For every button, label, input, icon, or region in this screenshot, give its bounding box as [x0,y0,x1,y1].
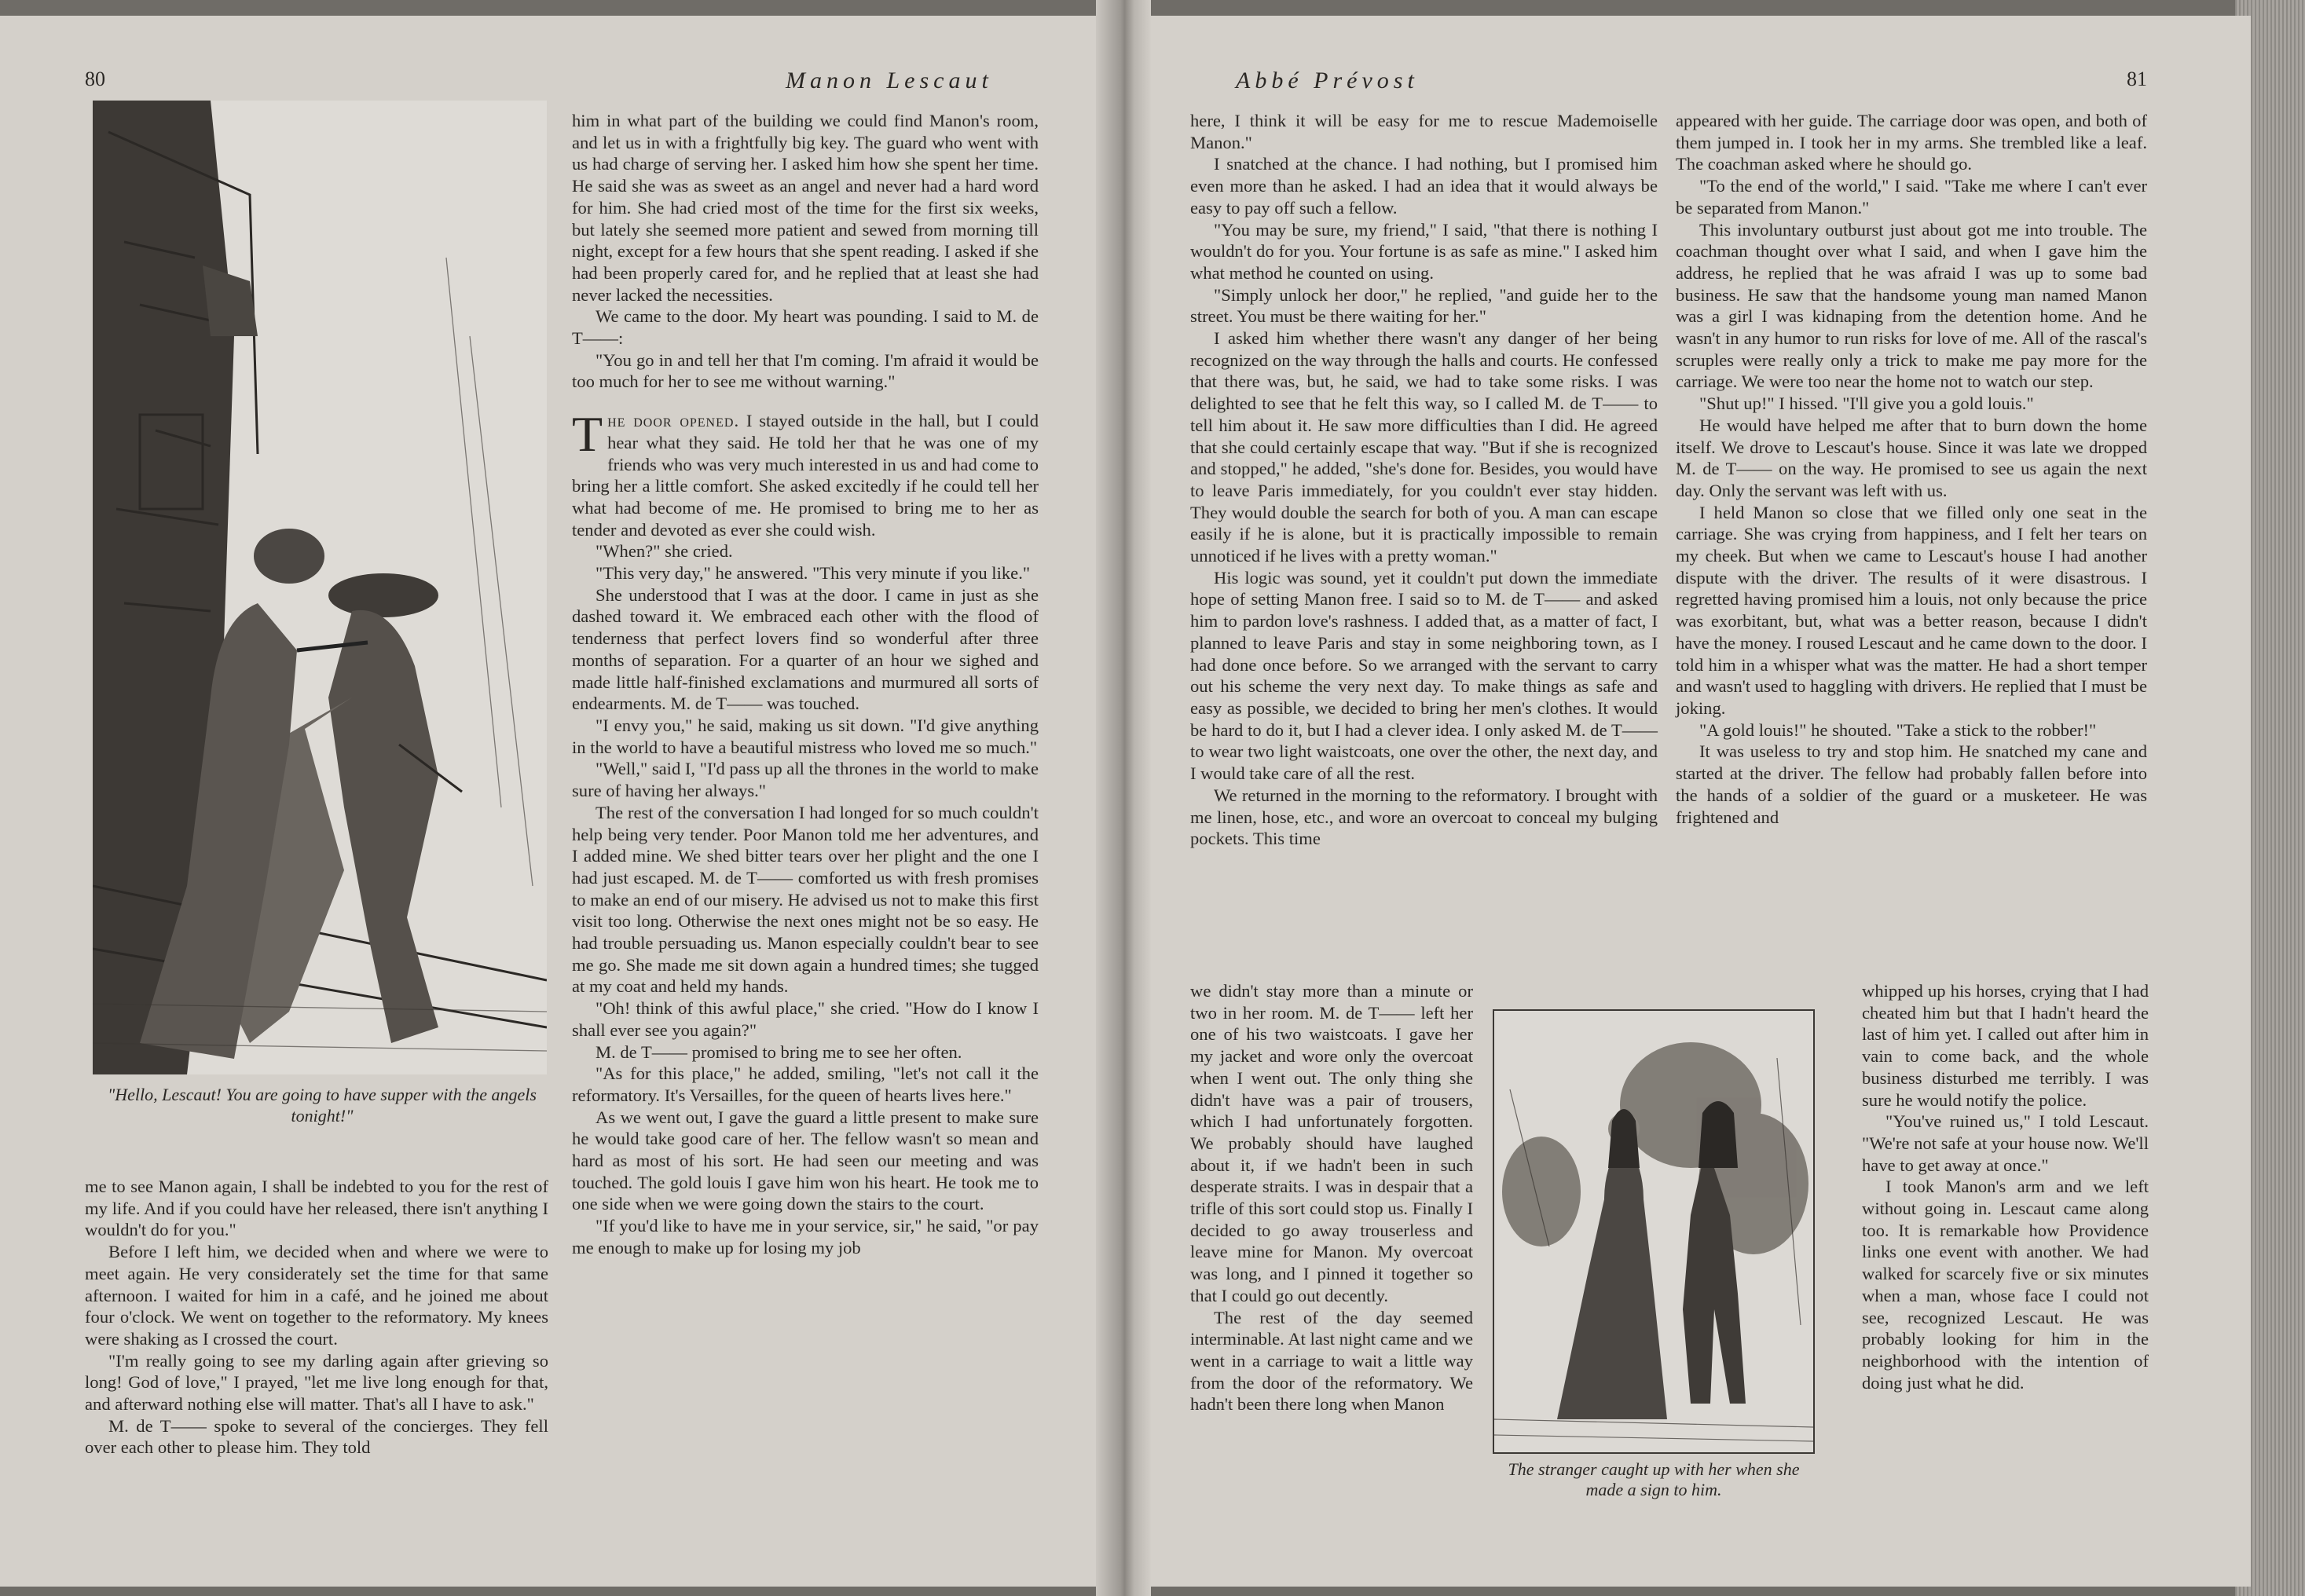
section-lead-in: he door opened. [607,411,740,431]
paragraph: appeared with her guide. The carriage door was open, and both of them jumped in. I took her in my arms. She trembled like a leaf. The coachman asked where he should go. [1676,111,2147,174]
paragraph: I asked him whether there wasn't any danger of her being recognized on the way through the halls and courts. He confessed that there was, but, he said, we had to take some risks. I was delighted to see that he felt this way, so I called M. de T—— to tell him about it. He saw more difficulties than I did. He agreed that she could certainly escape that way. "But if she is recognized and stopped," he added, "she's done for. Besides, you would have to leave Paris immediately, for you couldn't ever stay hidden. They would double the search for both of you. A man can escape easily if he is alone, but it is practically impossible to remain unnoticed if he lives with a pretty woman." [1190,328,1658,566]
paragraph: "Simply unlock her door," he replied, "and guide her to the street. You must be there waiting for her." [1190,284,1658,327]
paragraph: M. de T—— spoke to several of the concierges. They fell over each other to please him. They told [85,1415,548,1458]
paragraph: me to see Manon again, I shall be indebted to you for the rest of my life. And if you could have her released, there isn't anything I wouldn't do for you." [85,1177,548,1240]
paragraph: The rest of the conversation I had longed for so much couldn't help being very tender. Poor Manon told me her adventures, and I added mine. We shed bitter tears over her plight and the one I had just escaped. M. de T—— comforted us with fresh promises to make an end of our misery. He advised us not to make this first visit too long. Otherwise the next ones might not be so easy. He had trouble persuading us. Manon especially couldn't bear to see me go. She made me sit down again a hundred times; she tugged at my coat and held my hands. [572,802,1039,997]
running-head-right: Abbé Prévost [1236,68,1419,93]
paragraph: His logic was sound, yet it couldn't put down the immediate hope of setting Manon free. I said so to M. de T—— and asked him to pardon love's rashness. I added that, as a matter of fact, I planned to leave Paris and stay in some neighboring town, as I had done once before. So we arranged with the servant to carry out his scheme the very next day. To make things as safe and easy as possible, we decided to bring her men's clothes. It would be hard to do it, but I had a clever idea. I only asked M. de T—— to wear two light waistcoats, one over the other, the next day, and I would take care of all the rest. [1190,567,1658,784]
paragraph: We returned in the morning to the reformatory. I brought with me linen, hose, etc., and wore an overcoat to conceal my bulging pockets. This time [1190,785,1658,849]
page-number-right: 81 [2127,68,2147,90]
section-first-text: I stayed outside in the hall, but I could hear what they said. He told her that he was one of my friends who was very much interested in us and had come to bring her a little comfort. She asked excitedly if he could tell her what had become of me. He promised to bring me to her as tender and devoted as ever she could wish. [572,411,1039,540]
garden-couple-illustration [1493,1009,1815,1454]
left-page [0,16,1120,1587]
column-4-wrap-text [1862,980,2149,1393]
page-number-left: 80 [85,68,105,90]
section-opening-paragraph [572,406,1039,540]
paragraph: I held Manon so close that we filled only one seat in the carriage. She was crying from happiness, and I felt her tears on my cheek. But when we came to Lescaut's house I had another dispute with the driver. The results of it were disastrous. I regretted having promised him a louis, not only because the price was exorbitant, but, what was a better reason, because I didn't have the money. I roused Lescaut and he came down to the door. I told him in a whisper what was the matter. He had a short temper and wasn't used to haggling with drivers. He replied that I must be joking. [1676,502,2147,718]
paragraph: "I'm really going to see my darling again after grieving so long! God of love," I prayed, "let me live long enough for that, and afterward nothing else will matter. That's all I have to ask." [85,1350,548,1415]
paragraph: "As for this place," he added, smiling, "let's not call it the reformatory. It's Versailles, for the queen of hearts lives here." [572,1063,1039,1105]
paragraph: "If you'd like to have me in your service, sir," he said, "or pay me enough to make up for losing my job [572,1216,1039,1257]
column-2-text [572,110,1039,1259]
paragraph: "You go in and tell her that I'm coming. I'm afraid it would be too much for her to see me without warning." [572,350,1039,392]
illustration-caption-right: The stranger caught up with her when she made a sign to him. [1508,1459,1800,1499]
paragraph: "This very day," he answered. "This very minute if you like." [595,563,1031,584]
paragraph: "A gold louis!" he shouted. "Take a stick to the robber!" [1699,719,2097,740]
paragraph: whipped up his horses, crying that I had cheated him but that I hadn't heard the last of him yet. I called out after him in vain to come back, and the whole business disturbed me terribly. I was sure he would notify the police. [1862,981,2149,1110]
book-gutter [1096,0,1151,1596]
paragraph: here, I think it will be easy for me to rescue Mademoiselle Manon." [1190,111,1658,152]
paragraph: him in what part of the building we could find Manon's room, and let us in with a frightfully big key. The guard who went with us had charge of serving her. I asked him how she spent her time. He said she was as sweet as an angel and never had a hard word for him. She had cried most of the time for the first six weeks, but lately she seemed more patient and sewed from morning till night, except for a few hours that she spent reading. I asked if she had been properly cared for, and he replied that at least she had never lacked the necessities. [572,111,1039,305]
paragraph: M. de T—— promised to bring me to see her often. [595,1041,962,1062]
paragraph: "You may be sure, my friend," I said, "that there is nothing I wouldn't do for you. Your fortune is as safe as mine." I asked him what method he counted on using. [1190,219,1658,283]
paragraph: She understood that I was at the door. I came in just as she dashed toward it. We embraced each other with the flood of tenderness that perfect lovers find so wonderful after three months of separation. For a quarter of an hour we sighed and made little half-finished exclamations and murmured all sorts of endearments. M. de T—— was touched. [572,584,1039,714]
duel-illustration-icon [93,101,547,1074]
running-head-left: Manon Lescaut [786,68,993,93]
column-3-wrap-text [1190,980,1473,1415]
duel-illustration [93,101,547,1074]
paragraph: we didn't stay more than a minute or two in her room. M. de T—— left her one of his two waistcoats. I gave her my jacket and wore only the overcoat when I went out. The only thing she didn't have was a pair of trousers, which I had unfortunately forgotten. We probably should have laughed about it, if we hadn't been in such desperate straits. I was in despair that a trifle of this sort could stop us. Finally I decided to go away trouserless and leave mine for Manon. My overcoat was long, and I pinned it together so that I could go out decently. [1190,981,1473,1305]
paragraph: He would have helped me after that to burn down the home itself. We drove to Lescaut's house. Since it was late we dropped M. de T—— on the way. He promised to see us again the next day. Only the servant was left with us. [1676,415,2147,500]
garden-couple-illustration-icon [1494,1011,1813,1452]
paragraph: Before I left him, we decided when and where we were to meet again. He very considerately set the time for that same afternoon. I waited for him in a café, and he joined me about four o'clock. We went on together to the reformatory. My knees were shaking as I crossed the court. [85,1242,548,1349]
paragraph: The rest of the day seemed interminable. At last night came and we went in a carriage to wait a little way from the door of the reformatory. We hadn't been there long when Manon [1190,1307,1473,1415]
paragraph: "Well," said I, "I'd pass up all the thrones in the world to make sure of having her always." [572,759,1039,801]
paragraph: I took Manon's arm and we left without going in. Lescaut came along too. It is remarkable how Providence links one event with another. We had walked for scarcely five or six minutes when a man, whose face I could not see, recognized Lescaut. He was probably looking for him in the neighborhood with the intention of doing just what he did. [1862,1177,2149,1393]
paragraph: This involuntary outburst just about got me into trouble. The coachman thought over what I said, and when I gave him the address, he replied that he was afraid I was up to some bad business. He saw that the handsome young man named Manon was a girl I was kidnaping from the detention home. And he wasn't in any humor to run risks for love of me. All of the rascal's scruples were really only a trick to make me pay more for the carriage. We were too near the home not to watch our step. [1676,219,2147,392]
column-1-text [85,1176,548,1459]
paragraph: It was useless to try and stop him. He snatched my cane and started at the driver. The fellow had probably fallen before into the hands of a soldier of the guard or a musketeer. He was frightened and [1676,741,2147,827]
paragraph: As we went out, I gave the guard a little present to make sure he would take good care of her. The fellow wasn't so mean and hard as most of his sort. He had seen our meeting and was touched. The gold louis I gave him won his heart. He took me to one side when we were going down the stairs to the court. [572,1107,1039,1214]
paragraph: I snatched at the chance. I had nothing, but I promised him even more than he asked. I had an idea that it would always be easy to pay off such a fellow. [1190,154,1658,218]
paragraph: "I envy you," he said, making us sit down. "I'd give anything in the world to have a beautiful mistress who loved me so much." [572,715,1039,757]
column-3-text [1190,110,1658,850]
column-4-text [1676,110,2147,828]
paragraph: "Shut up!" I hissed. "I'll give you a gold louis." [1699,394,2034,414]
paragraph: "Oh! think of this awful place," she cried. "How do I know I shall ever see you again?" [572,998,1039,1040]
right-page [1120,16,2251,1587]
paragraph: "When?" she cried. [595,541,733,562]
paragraph: We came to the door. My heart was pounding. I said to M. de T——: [572,306,1039,349]
paragraph: "To the end of the world," I said. "Take me where I can't ever be separated from Manon." [1676,176,2147,218]
paragraph: "You've ruined us," I told Lescaut. "We're not safe at your house now. We'll have to get away at once." [1862,1111,2149,1175]
illustration-caption-left: "Hello, Lescaut! You are going to have supper with the angels tonight!" [108,1085,537,1126]
drop-cap: T [572,406,603,463]
